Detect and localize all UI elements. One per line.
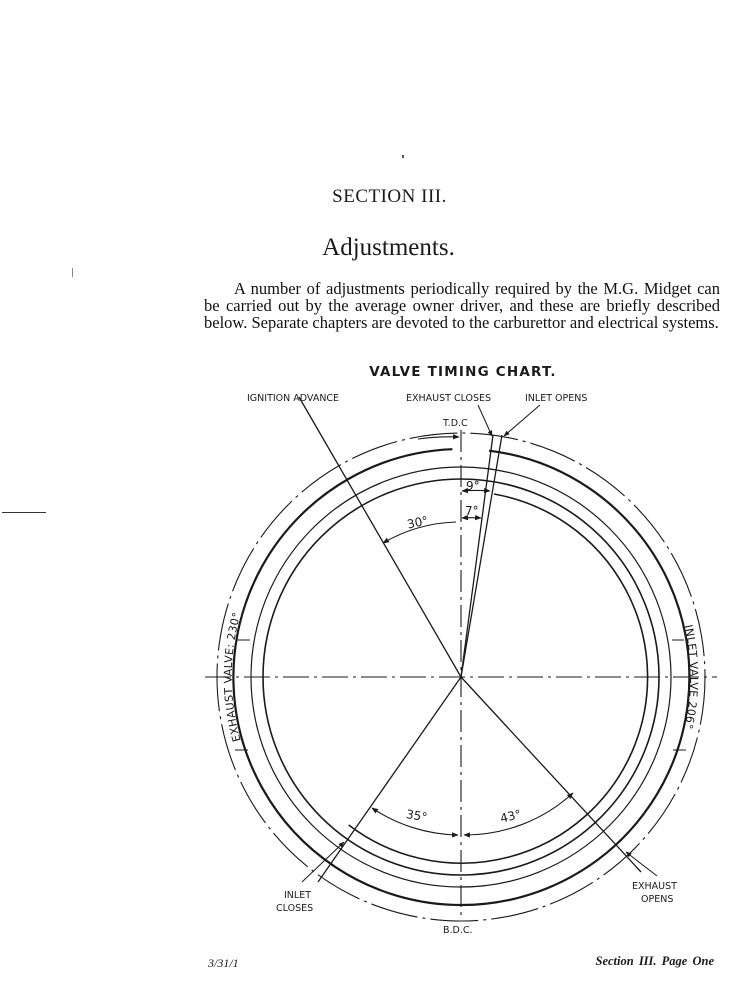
section-heading: SECTION III. bbox=[332, 186, 447, 207]
valve-timing-diagram bbox=[0, 380, 739, 950]
inlet-closes-angle-label: 35° bbox=[404, 807, 429, 825]
exhaust-opens-label-line1: EXHAUST bbox=[632, 881, 677, 892]
exhaust-closes-line-1 bbox=[461, 435, 493, 677]
inlet-closes-label-line1: INLET bbox=[284, 890, 312, 901]
exhaust-closes-line-2 bbox=[461, 435, 502, 677]
inlet-closes-label-line2: CLOSES bbox=[276, 903, 314, 914]
margin-tick bbox=[72, 268, 73, 277]
inlet-closes-line bbox=[318, 677, 461, 882]
intro-paragraph: A number of adjustments periodically required by the M.G. Midget can be carried out by the average owner driver, and these are briefly described below. Separate chapters are devoted to the carburettor and electrical systems. bbox=[204, 279, 720, 332]
page-title: Adjustments. bbox=[322, 234, 455, 261]
exhaust-closes-leader bbox=[478, 405, 492, 436]
footer-page-number: Section III. Page One bbox=[595, 954, 714, 968]
exhaust-opens-label-line2: OPENS bbox=[641, 894, 674, 905]
exhaust-valve-label: EXHAUST VALVE: 230° bbox=[221, 610, 244, 744]
exhaust-opens-angle-label: 43° bbox=[498, 806, 523, 826]
inlet-valve-ring bbox=[349, 494, 648, 863]
margin-rule bbox=[2, 512, 46, 513]
tdc-label: T.D.C bbox=[443, 418, 468, 429]
ignition-advance-line bbox=[299, 397, 461, 677]
page-speck bbox=[402, 155, 404, 158]
inlet-opens-angle-label: 9° bbox=[466, 479, 480, 493]
inlet-closes-leader bbox=[302, 842, 344, 882]
inlet-opens-label: INLET OPENS bbox=[525, 393, 588, 404]
inlet-valve-label: INLET VALVE 206° bbox=[681, 623, 701, 731]
exhaust-closes-label: EXHAUST CLOSES bbox=[406, 393, 492, 404]
exhaust-closes-angle-label: 7° bbox=[465, 504, 479, 518]
footer-code: 3/31/1 bbox=[208, 956, 239, 970]
exhaust-opens-line bbox=[461, 677, 641, 872]
ignition-angle-label: 30° bbox=[405, 513, 430, 532]
tdc-pointer-arc bbox=[418, 437, 459, 439]
inlet-opens-leader bbox=[504, 405, 540, 436]
bdc-label: B.D.C. bbox=[443, 925, 473, 936]
exhaust-opens-leader bbox=[626, 852, 657, 876]
ignition-advance-label: IGNITION ADVANCE bbox=[247, 393, 340, 404]
chart-title: VALVE TIMING CHART. bbox=[369, 364, 557, 380]
